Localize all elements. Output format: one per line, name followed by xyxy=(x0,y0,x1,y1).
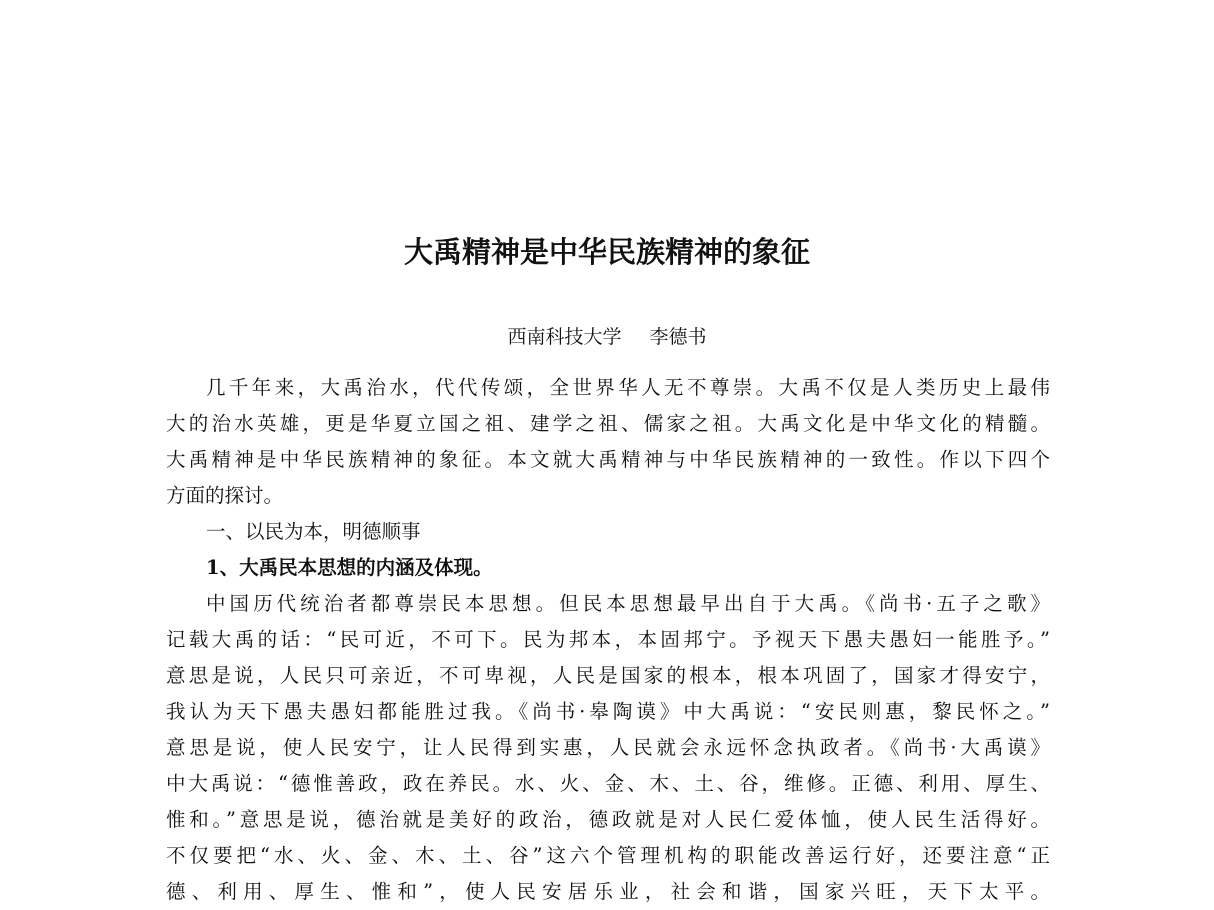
paragraph-line: 几千年来，大禹治水，代代传颂，全世界华人无不尊崇。大禹不仅是人类历史上最伟 xyxy=(206,376,1050,399)
paragraph-line: 惟和。”意思是说，德治就是美好的政治，德政就是对人民仁爱体恤，使人民生活得好。 xyxy=(166,808,1050,831)
paragraph-line: 大的治水英雄，更是华夏立国之祖、建学之祖、儒家之祖。大禹文化是中华文化的精髓。 xyxy=(166,412,1050,435)
paragraph-line: 我认为天下愚夫愚妇都能胜过我。《尚书·皋陶谟》中大禹说：“安民则惠，黎民怀之。” xyxy=(166,700,1050,723)
body-text xyxy=(166,370,1050,903)
subsection-heading: 1、大禹民本思想的内涵及体现。 xyxy=(206,556,493,579)
paragraph-line: 记载大禹的话：“民可近，不可下。民为邦本，本固邦宁。予视天下愚夫愚妇一能胜予。” xyxy=(166,628,1050,651)
author-affiliation: 西南科技大学 xyxy=(507,326,622,348)
paragraph-line: 方面的探讨。 xyxy=(166,484,284,507)
author-name: 李德书 xyxy=(649,326,707,348)
paragraph-line: 意思是说，使人民安宁，让人民得到实惠，人民就会永远怀念执政者。《尚书·大禹谟》 xyxy=(166,736,1050,759)
section-heading: 一、以民为本，明德顺事 xyxy=(206,520,421,543)
document-title: 大禹精神是中华民族精神的象征 xyxy=(403,235,810,269)
paragraph-line-cut-off: 德、利用、厚生、惟和”，使人民安居乐业，社会和谐，国家兴旺，天下太平。 xyxy=(166,880,1050,903)
paragraph-line: 中国历代统治者都尊崇民本思想。但民本思想最早出自于大禹。《尚书·五子之歌》 xyxy=(206,592,1050,615)
paragraph-line: 中大禹说：“德惟善政，政在养民。水、火、金、木、土、谷，维修。正德、利用、厚生、 xyxy=(166,772,1050,795)
paragraph-line: 意思是说，人民只可亲近，不可卑视，人民是国家的根本，根本巩固了，国家才得安宁， xyxy=(166,664,1050,687)
byline xyxy=(0,322,1214,352)
paragraph-line: 大禹精神是中华民族精神的象征。本文就大禹精神与中华民族精神的一致性。作以下四个 xyxy=(166,448,1050,471)
paragraph-line: 不仅要把“水、火、金、木、土、谷”这六个管理机构的职能改善运行好，还要注意“正 xyxy=(166,844,1050,867)
